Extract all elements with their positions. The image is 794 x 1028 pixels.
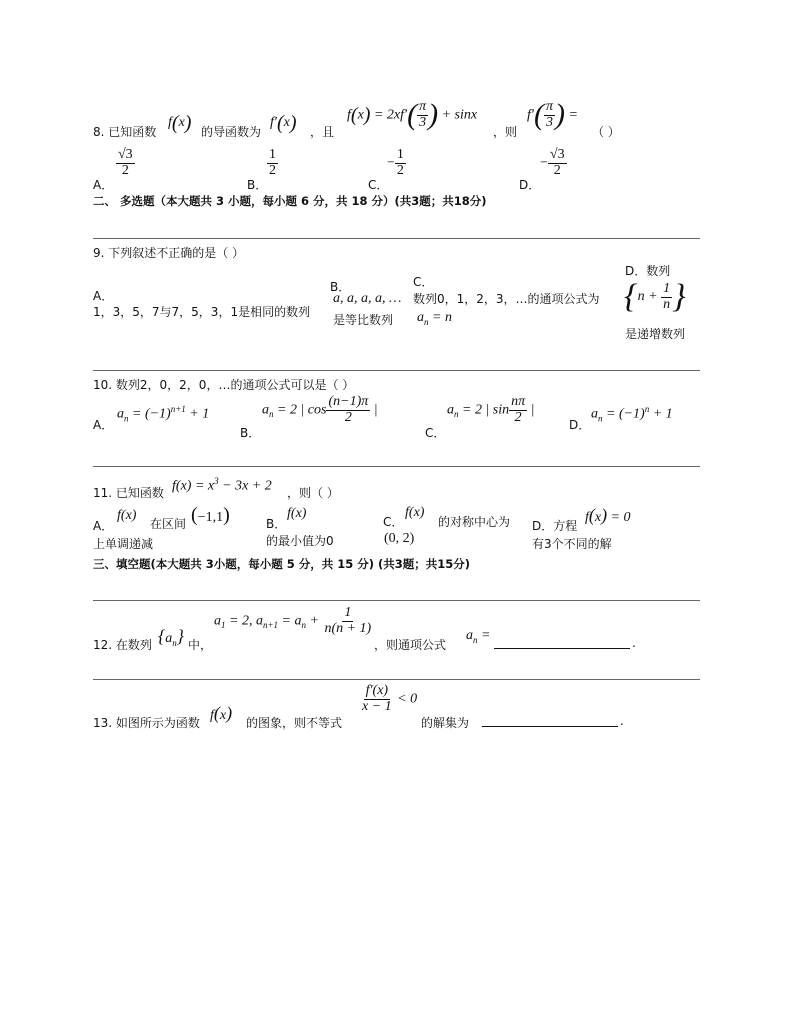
q11-option-c-point: (0, 2) bbox=[384, 531, 415, 546]
q12-end: . bbox=[632, 636, 636, 650]
q11-option-a-fx: f(x) bbox=[117, 508, 137, 523]
q9-option-a-text: 1，3，5，7与7，5，3，1是相同的数列 bbox=[93, 305, 311, 319]
q8-option-b-label[interactable]: B． bbox=[247, 178, 268, 192]
q10-option-b-formula: $a_n = 2$ | cos $\frac{(n-1)\pi}{2}$ | bbox=[262, 394, 378, 425]
q10-prefix: 10. 数列2，0，2，0，…的通项公式可以是（ ） bbox=[93, 378, 355, 392]
q12-recurrence: $a_1 = 2$, $a_{n+1} = a_n$ + $\frac{1}{n(n + 1)}$ bbox=[214, 605, 372, 636]
q11-function: $f(x) = x^3 - 3x + 2$ bbox=[172, 476, 272, 494]
q11-option-c-text: 的对称中心为 bbox=[438, 515, 511, 529]
q9-option-a-label[interactable]: A． bbox=[93, 289, 114, 303]
q9-option-d-formula: {n + $\frac{1}{n}$ } bbox=[624, 278, 686, 315]
q9-option-b-label[interactable]: B． bbox=[330, 280, 351, 294]
q9-option-c-label[interactable]: C． bbox=[413, 275, 434, 289]
q13-prefix: 13. 如图所示为函数 bbox=[93, 716, 200, 730]
q12-prefix: 12. 在数列 bbox=[93, 638, 152, 652]
q13-inequality: $\frac{f'(x)}{x - 1}$ < 0 bbox=[362, 683, 418, 714]
q11-option-b-text: 的最小值为0 bbox=[266, 534, 334, 548]
q8-option-d-value: − $\frac{√3}{2}$ bbox=[540, 147, 565, 178]
q11-option-a-label[interactable]: A． bbox=[93, 519, 114, 533]
q8-comma: ，且 bbox=[310, 125, 335, 139]
q10-option-a-formula: $a_n = (-1)^{n+1} + 1$ bbox=[117, 404, 210, 424]
q9-option-c-text: 数列0，1，2，3，…的通项公式为 bbox=[413, 292, 600, 306]
q8-option-b-value: $\frac{1}{2}$ bbox=[269, 147, 276, 178]
q10-option-d-formula: $a_n = (-1)^n + 1$ bbox=[591, 404, 673, 424]
q9-option-d-label[interactable]: D．数列 bbox=[625, 264, 671, 278]
q9-option-d-text: 是递增数列 bbox=[625, 327, 686, 341]
q9-prefix: 9. 下列叙述不正确的是（ ） bbox=[93, 246, 245, 260]
q8-option-a-value: $\frac{√3}{2}$ bbox=[118, 147, 133, 178]
divider bbox=[93, 466, 700, 467]
q11-option-b-fx: f(x) bbox=[287, 506, 307, 521]
q11-option-c-fx: f(x) bbox=[405, 505, 425, 520]
q12-then: ，则通项公式 bbox=[374, 638, 447, 652]
q11-option-c-label[interactable]: C． bbox=[383, 515, 404, 529]
q8-equation: f(x) = 2xf′( $\frac{\pi}{3}$ ) + sinx bbox=[347, 98, 478, 132]
q13-mid: 的图象，则不等式 bbox=[246, 716, 343, 730]
q8-option-a-label[interactable]: A． bbox=[93, 178, 114, 192]
q8-option-c-label[interactable]: C． bbox=[368, 178, 389, 192]
q11-option-d-text: 有3个不同的解 bbox=[532, 537, 612, 551]
q8-option-c-value: − $\frac{1}{2}$ bbox=[387, 147, 404, 178]
q11-prefix: 11. 已知函数 bbox=[93, 486, 164, 500]
q9-option-c-formula: $a_n = n$ bbox=[417, 310, 452, 327]
q8-option-d-label[interactable]: D． bbox=[519, 178, 541, 192]
q11-option-d-equation: f(x) = 0 bbox=[585, 505, 631, 525]
divider bbox=[93, 679, 700, 680]
q8-target: f′( $\frac{\pi}{3}$ ) = bbox=[527, 98, 578, 132]
q11-then: ，则（ ） bbox=[287, 486, 339, 500]
q10-option-a-label[interactable]: A． bbox=[93, 418, 114, 432]
q8-fpx: f′(x) bbox=[270, 112, 297, 134]
q8-fx: f(x) bbox=[168, 112, 192, 134]
q8-then: ，则 bbox=[493, 125, 518, 139]
q11-option-a-text1: 在区间 bbox=[150, 517, 187, 531]
divider bbox=[93, 238, 700, 239]
q9-option-b-seq: a, a, a, a, … bbox=[333, 291, 402, 306]
q12-an: $a_n$ = bbox=[466, 628, 491, 645]
divider bbox=[93, 370, 700, 371]
q10-option-b-label[interactable]: B． bbox=[240, 426, 261, 440]
q12-answer-blank[interactable] bbox=[494, 634, 630, 649]
section-3-title: 三、填空题(本大题共 3小题，每小题 5 分，共 15 分) (共3题；共15分) bbox=[93, 557, 471, 571]
q13-answer-blank[interactable] bbox=[482, 712, 618, 727]
q10-option-c-formula: $a_n = 2$ | sin $\frac{n\pi}{2}$ | bbox=[447, 394, 535, 425]
q13-then: 的解集为 bbox=[421, 716, 470, 730]
q8-paren: （ ） bbox=[592, 125, 620, 139]
q13-fx: f(x) bbox=[210, 703, 233, 723]
q10-option-d-label[interactable]: D． bbox=[569, 418, 591, 432]
q10-option-c-label[interactable]: C． bbox=[425, 426, 446, 440]
q11-option-b-label[interactable]: B． bbox=[266, 517, 287, 531]
q8-prefix: 8. 已知函数 bbox=[93, 125, 157, 139]
q11-option-a-text2: 上单调递减 bbox=[93, 537, 154, 551]
divider bbox=[93, 600, 700, 601]
q11-option-d-label[interactable]: D．方程 bbox=[532, 519, 578, 533]
q11-option-a-interval: (−1,1) bbox=[191, 504, 230, 526]
q9-option-b-text: 是等比数列 bbox=[333, 313, 394, 327]
q12-seq: $\{a_n\}$ bbox=[158, 626, 184, 648]
q13-end: . bbox=[620, 714, 624, 728]
q8-mid: 的导函数为 bbox=[201, 125, 262, 139]
section-2-title: 二、 多选题（本大题共 3 小题，每小题 6 分，共 18 分）(共3题；共18分) bbox=[93, 194, 487, 208]
q12-mid: 中， bbox=[188, 638, 213, 652]
